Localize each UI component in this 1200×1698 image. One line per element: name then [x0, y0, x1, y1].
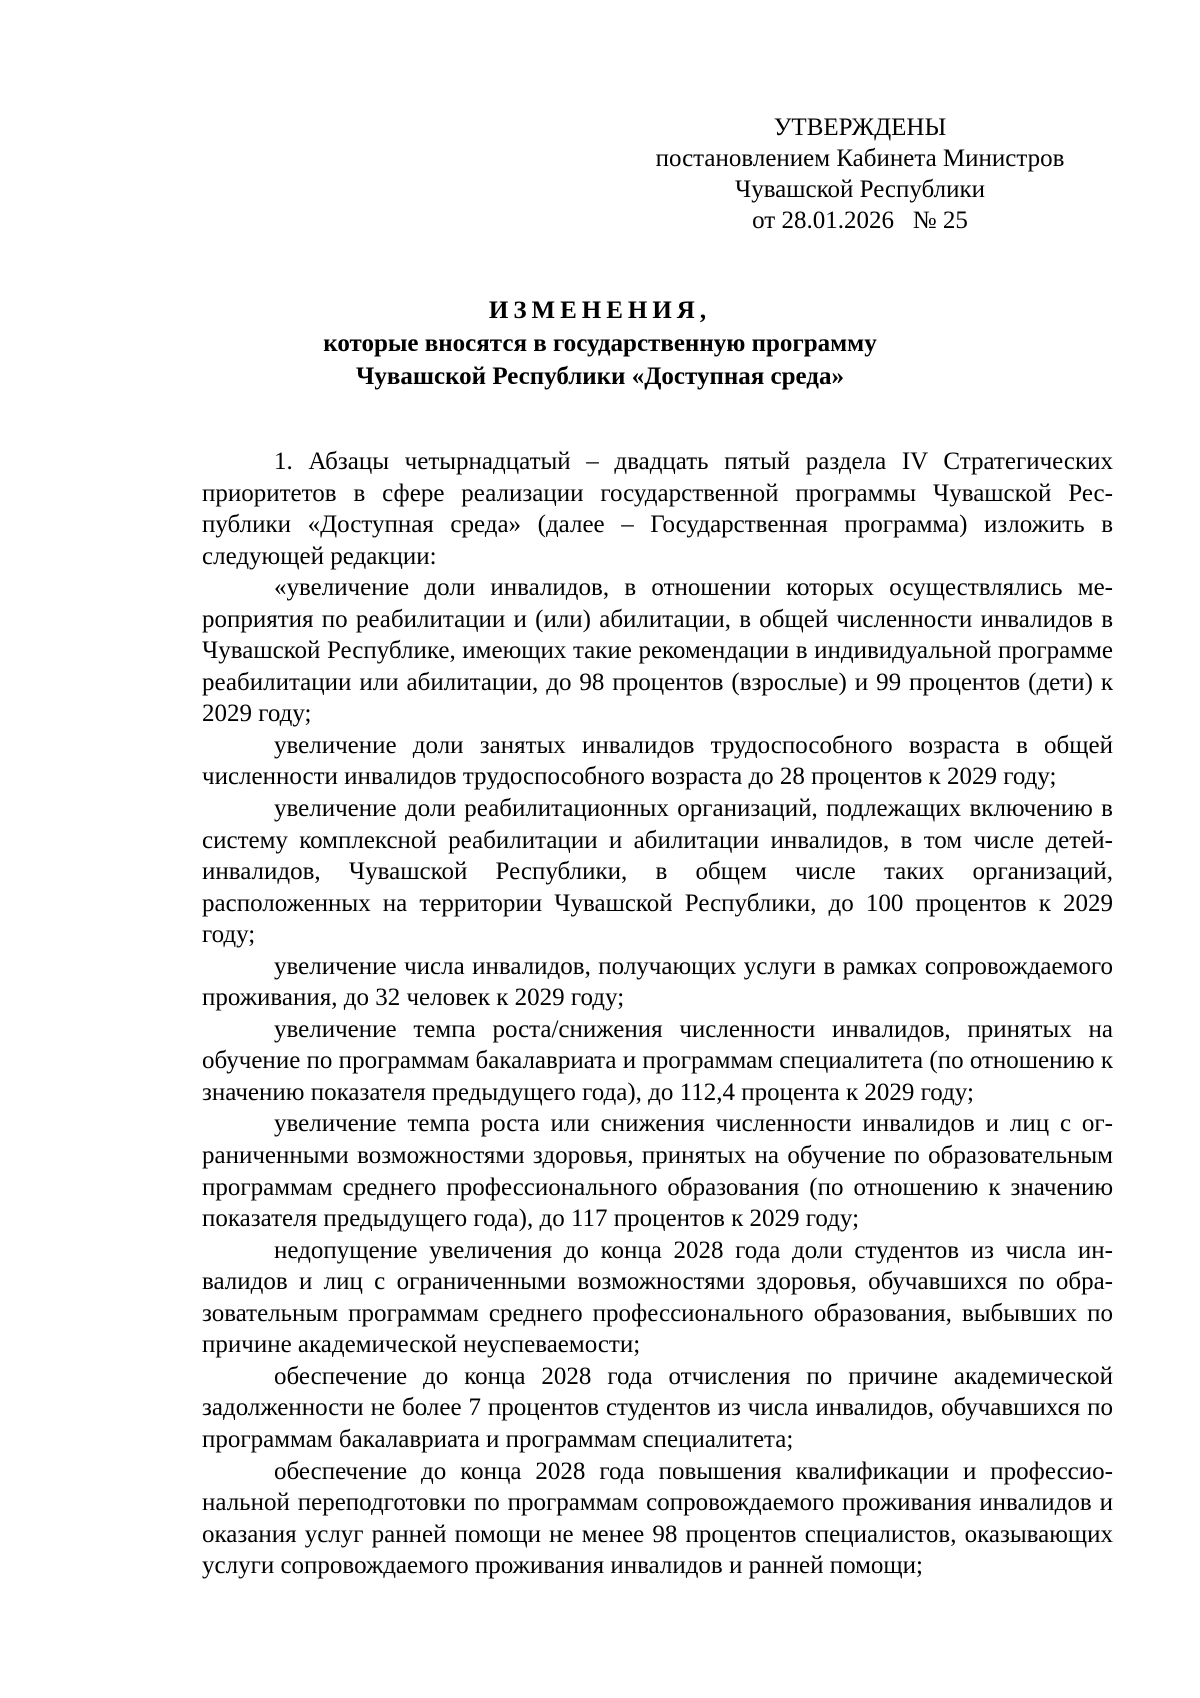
paragraph: недопущение увеличения до конца 2028 года доли студентов из числа инвалидов и лиц с ограниченными возможностями здоровья, обучавшихся по образовательным программам среднего профессионального образования, выбывших по причине академической неуспеваемости; [202, 1236, 1113, 1359]
approval-date-number: от 28.01.2026 № 25 [752, 207, 968, 234]
document-title-block [200, 294, 1000, 393]
document-title: ИЗМЕНЕНИЯ, [488, 297, 712, 324]
paragraph: обеспечение до конца 2028 года повышения квалификации и профессиональной переподготовки по программам сопровождаемого проживания инвалидов и оказания услуг ранней помощи не менее 98 процентов специалистов, оказывающих услуги сопровождаемого проживания инвалидов и ранней помощи; [202, 1457, 1113, 1580]
paragraph: увеличение доли занятых инвалидов трудоспособного возраста в общей численности инвалидов трудоспособного возраста до 28 процентов к 2029 году; [202, 731, 1113, 791]
document-subtitle-line-1: которые вносятся в государственную программу [323, 330, 877, 357]
paragraph: увеличение темпа роста или снижения численности инвалидов и лиц с ограниченными возможностями здоровья, принятых на обучение по образовательным программам среднего профессионального образования (по отношению к значению показателя предыдущего года), до 117 процентов к 2029 году; [202, 1110, 1113, 1233]
approval-stamp-block [600, 112, 1120, 236]
paragraph: «увеличение доли инвалидов, в отношении которых осуществлялись мероприятия по реабилитации и (или) абилитации, в общей численности инвалидов в Чувашской Республике, имеющих такие рекомендации в индивидуальной программе реабилитации или абилитации, до 98 процентов (взрослые) и 99 процентов (дети) к 2029 году; [202, 574, 1113, 728]
approval-issuer: постановлением Кабинета Министров [655, 145, 1065, 172]
paragraph: обеспечение до конца 2028 года отчисления по причине академической задолженности не более 7 процентов студентов из числа инвалидов, обучавшихся по программам бакалавриата и программам специалитета; [202, 1362, 1113, 1453]
approval-region: Чувашской Республики [734, 176, 986, 203]
paragraph: увеличение темпа роста/снижения численности инвалидов, принятых на обучение по программам бакалавриата и программам специалитета (по отношению к значению показателя предыдущего года), до 112,4 процента к 2029 году; [202, 1015, 1113, 1106]
paragraph: увеличение доли реабилитационных организаций, подлежащих включению в систему комплексной реабилитации и абилитации инвалидов, в том числе детей-инвалидов, Чувашской Республики, в общем числе таких организаций, расположенных на территории Чувашской Республики, до 100 процентов к 2029 году; [202, 795, 1113, 949]
document-body [202, 446, 1113, 1582]
paragraph: 1. Абзацы четырнадцатый – двадцать пятый раздела IV Стратегических приоритетов в сфере реализации государственной программы Чувашской Республики «Доступная среда» (далее – Государственная программа) изложить в следующей редакции: [202, 448, 1113, 570]
document-subtitle-line-2: Чувашской Республики «Доступная среда» [356, 363, 844, 390]
approval-heading: УТВЕРЖДЕНЫ [773, 114, 947, 141]
paragraph: увеличение числа инвалидов, получающих услуги в рамках сопровождаемого проживания, до 32 человек к 2029 году; [202, 952, 1113, 1012]
